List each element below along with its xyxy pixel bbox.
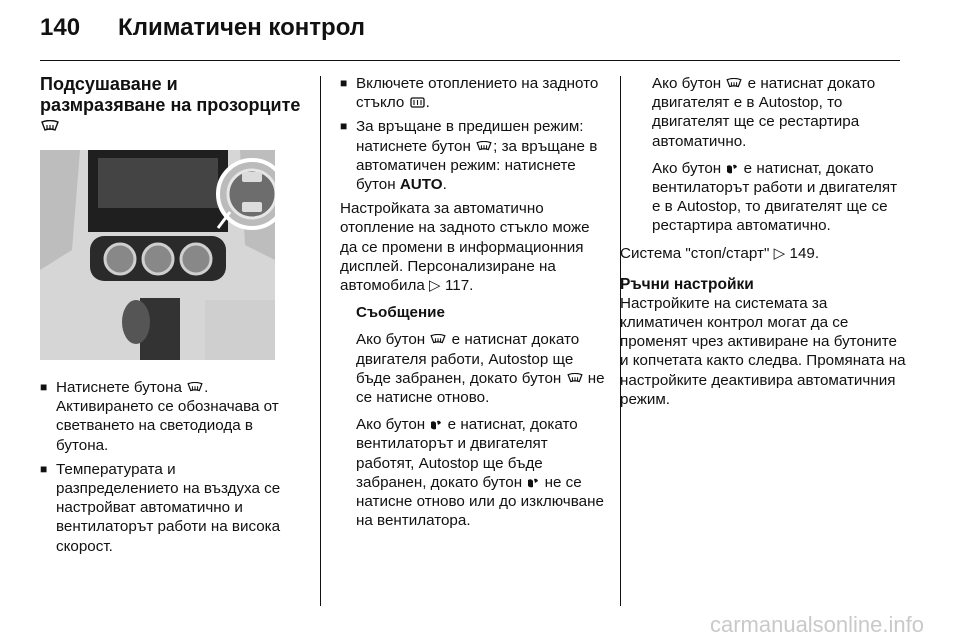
windscreen-demist-icon: [41, 120, 59, 134]
note-text: Ако бутон: [652, 159, 722, 177]
note-text: е натиснат, докато вентилаторът работи и двигателят е в Autostop, то двигателят ще се рестартира автоматично.: [652, 159, 898, 235]
chapter-title: Климатичен контрол: [118, 14, 366, 41]
note-paragraph: [652, 159, 906, 236]
note-text: е натиснат докато двигателя работи, Autostop ще бъде забранен, докато бутон: [356, 331, 580, 387]
section-heading-text: Подсушаване и размразяване на прозорците: [40, 74, 301, 115]
list-item-text: ; за връщане в автоматичен режим: натиснете бутон: [356, 137, 598, 194]
paragraph-text: Настройката за автоматично отопление на задното стъкло може да се промени в информационния дисплей. Персонализиране на автомобила: [340, 200, 590, 295]
column-1: [40, 74, 302, 561]
list-item: ■ Включете отоплението на задното стъкло .: [340, 75, 599, 112]
list-item-text: Активирането се обозначава от светването на светодиода в бутона.: [56, 398, 279, 454]
note-block: [356, 303, 606, 530]
section-heading-manual: Ръчни настройки: [620, 275, 754, 293]
windscreen-demist-icon: [567, 373, 583, 385]
note-paragraph: [356, 415, 606, 530]
bullet-marker: ■: [340, 76, 348, 90]
fan-icon: [527, 477, 539, 489]
note-heading: Съобщение: [356, 304, 445, 322]
list-item-text: Температурата и разпределението на въздуха се настройват автоматично и вентилаторът работи на висока скорост.: [56, 460, 281, 555]
section-heading-defrost: [40, 74, 302, 137]
list-item-text: Включете отоплението на задното стъкло: [356, 75, 599, 112]
list-item-text: За връщане в предишен режим: натиснете бутон: [356, 118, 584, 155]
note-paragraph: [652, 74, 906, 151]
note-text: Ако бутон: [652, 75, 722, 92]
column-3: [620, 74, 906, 417]
paragraph: Настройките на системата за климатичен контрол могат да се променят чрез активиране на бутоните и копчетата както следва. Промяната на настройките деактивира автоматичния режим.: [620, 294, 906, 408]
page-header: [40, 14, 365, 50]
note-text: е натиснат докато двигателят е в Autostop, то двигателят ще се рестартира автоматично.: [652, 75, 876, 150]
note-text: не се натисне отново.: [356, 369, 605, 407]
auto-button-label: AUTO: [399, 176, 443, 194]
note-paragraph: [356, 330, 606, 407]
dashboard-illustration: [40, 150, 275, 360]
page-number: 140: [40, 14, 81, 41]
page-reference: 149.: [789, 244, 820, 262]
note-continuation: [652, 74, 906, 236]
paragraph-text: Система "стоп/старт": [620, 244, 770, 262]
note-text: Ако бутон: [356, 331, 426, 349]
page-reference-icon: ▷: [773, 244, 786, 262]
note-text: Ако бутон: [356, 416, 426, 434]
bullet-marker: ■: [340, 119, 348, 134]
page-reference-icon: ▷: [429, 277, 441, 295]
paragraph: [620, 244, 906, 263]
note-text: не се натисне отново или до изключване на вентилатора.: [356, 473, 604, 530]
note-text: е натиснат, докато вентилаторът и двигателят работят, Autostop ще бъде забранен, докато бутон: [356, 416, 578, 491]
windscreen-demist-icon: [187, 382, 203, 394]
watermark: carmanualsonline.info: [709, 612, 924, 637]
bullet-marker: ■: [40, 380, 48, 394]
column-divider-1: [320, 76, 321, 606]
column-2: [340, 74, 606, 538]
fan-icon: [430, 419, 442, 431]
list-item-text: Натиснете бутона: [56, 379, 182, 396]
header-rule: [40, 60, 900, 61]
page-reference: 117.: [444, 277, 474, 295]
paragraph: [340, 199, 606, 295]
fan-icon: [726, 163, 738, 175]
windscreen-demist-icon: [726, 78, 742, 90]
windscreen-demist-icon: [430, 334, 446, 346]
bullet-marker: ■: [40, 461, 48, 476]
list-item: ■ За връщане в предишен режим: натиснете бутон ; за връщане в автоматичен режим: натиснете бутон AUTO.: [340, 118, 598, 194]
list-item: [40, 460, 302, 556]
windscreen-demist-icon: [476, 141, 492, 153]
rear-window-heat-icon: [410, 97, 425, 109]
list-item: ■ Натиснете бутона . Активирането се обозначава от светването на светодиода в бутона.: [40, 379, 279, 454]
climate-control-photo: [40, 150, 275, 360]
